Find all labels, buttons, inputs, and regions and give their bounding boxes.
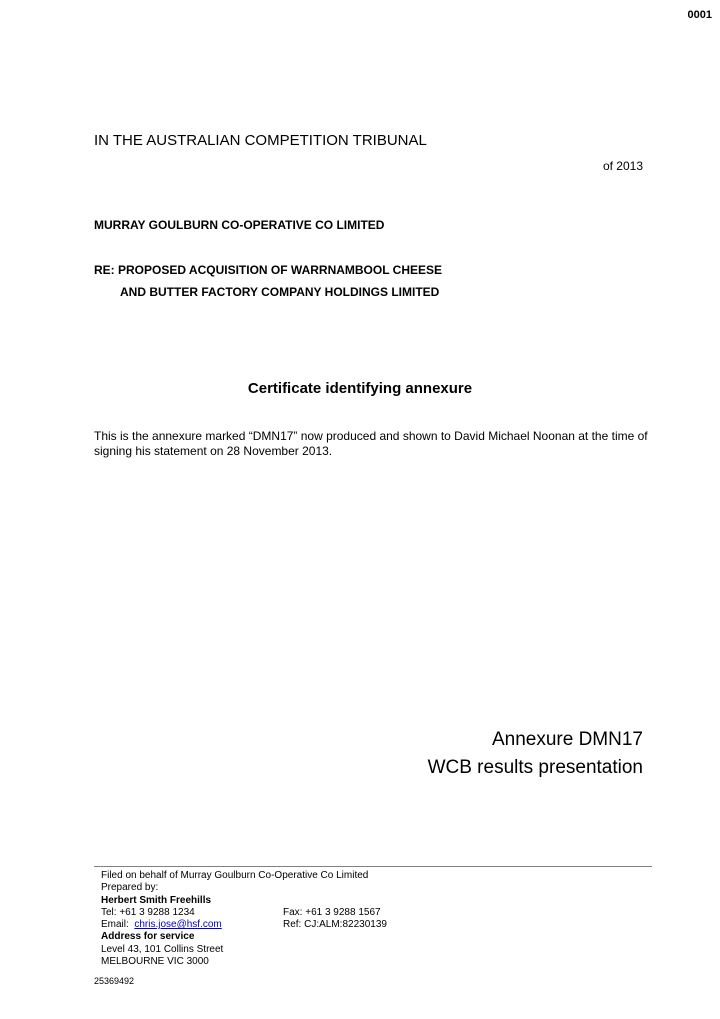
- fax: Fax: +61 3 9288 1567: [283, 906, 381, 918]
- address-line-1: Level 43, 101 Collins Street: [101, 943, 224, 955]
- filing-footer: [101, 870, 387, 968]
- certificate-title: Certificate identifying annexure: [247, 380, 473, 397]
- certificate-body: This is the annexure marked “DMN17” now produced and shown to David Michael Noonan at the time of signing his statement on 28 November 2013.: [94, 429, 648, 458]
- re-line-2: AND BUTTER FACTORY COMPANY HOLDINGS LIMITED: [120, 285, 440, 299]
- address-heading: Address for service: [101, 931, 195, 943]
- matter-year: of 2013: [602, 159, 643, 173]
- firm-name: Herbert Smith Freehills: [101, 894, 212, 906]
- annexure-label: Annexure DMN17: [491, 729, 643, 750]
- contact-row-phone: [101, 907, 387, 919]
- party-name: MURRAY GOULBURN CO-OPERATIVE CO LIMITED: [94, 218, 385, 232]
- footer-divider: [94, 866, 652, 867]
- reference: Ref: CJ:ALM:82230139: [283, 919, 387, 931]
- email-label: Email:: [101, 919, 129, 931]
- contact-row-email: [101, 919, 387, 931]
- tribunal-heading: IN THE AUSTRALIAN COMPETITION TRIBUNAL: [94, 132, 427, 149]
- prepared-by: Prepared by:: [101, 882, 159, 894]
- document-id: 25369492: [94, 976, 135, 986]
- email-link[interactable]: chris.jose@hsf.com: [134, 919, 222, 931]
- filed-on-behalf: Filed on behalf of Murray Goulburn Co-Operative Co Limited: [101, 870, 369, 881]
- telephone: Tel: +61 3 9288 1234: [101, 906, 195, 918]
- page-number: 0001: [687, 9, 712, 21]
- re-line-1: RE: PROPOSED ACQUISITION OF WARRNAMBOOL CHEESE: [94, 263, 443, 277]
- address-line-2: MELBOURNE VIC 3000: [101, 956, 209, 968]
- email-block: [101, 919, 283, 931]
- annexure-subtitle: WCB results presentation: [427, 757, 643, 778]
